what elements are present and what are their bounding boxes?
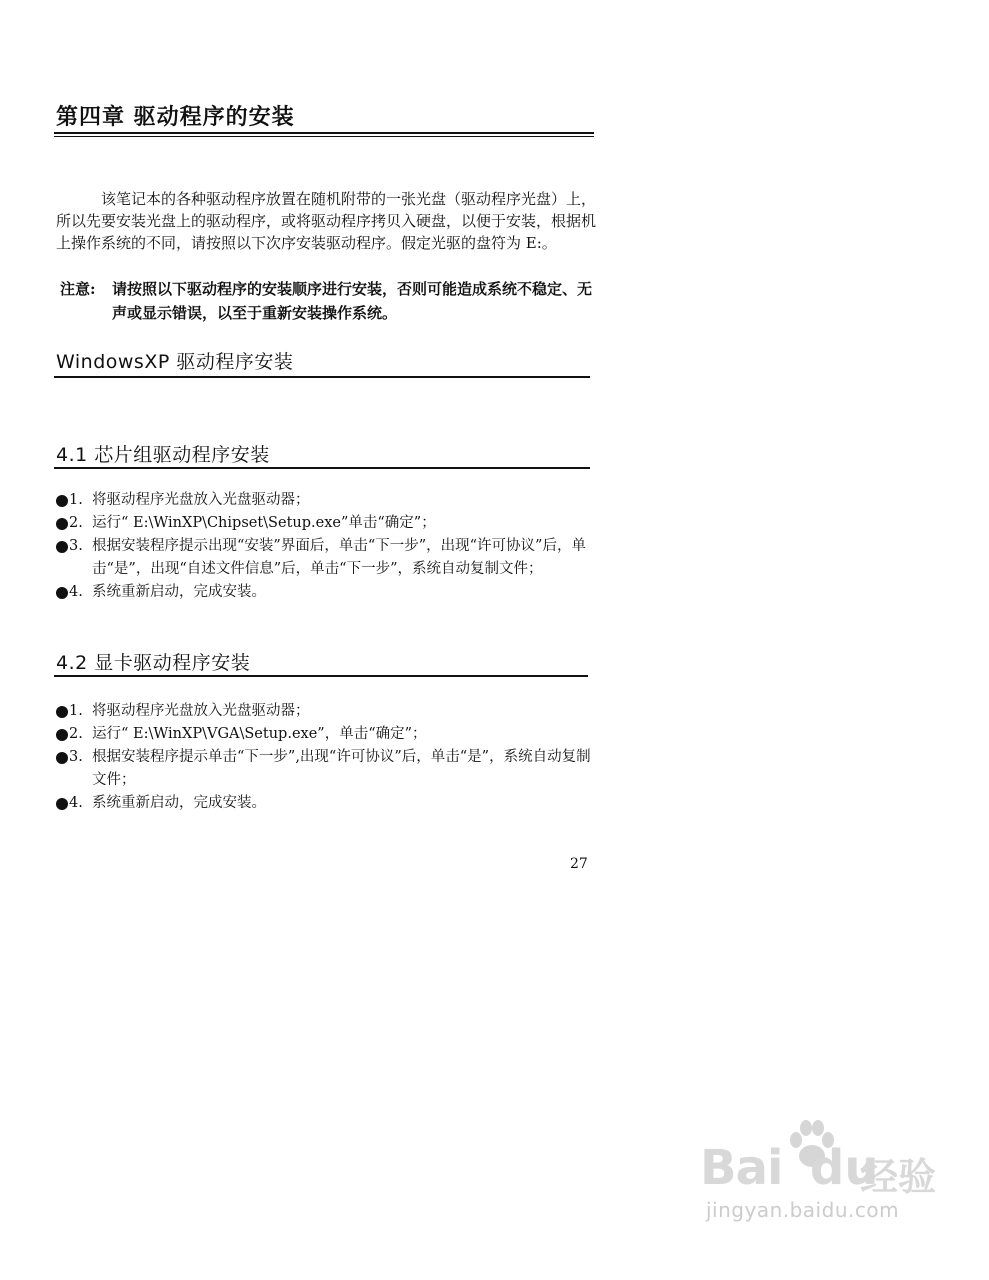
note-label: 注意: bbox=[60, 280, 96, 298]
section-42-steps bbox=[56, 700, 596, 815]
step-text: 运行“ E:\WinXP\Chipset\Setup.exe”单击“确定”； bbox=[92, 515, 436, 531]
section-41-title: 4.1 芯片组驱动程序安装 bbox=[56, 444, 270, 466]
step-text: 将驱动程序光盘放入光盘驱动器； bbox=[92, 703, 310, 719]
step-number: 4. bbox=[69, 795, 83, 811]
section-41-rule bbox=[54, 467, 590, 469]
step-number: 1. bbox=[69, 703, 83, 719]
step-number: 3. bbox=[69, 538, 83, 554]
watermark-du: du bbox=[810, 1140, 879, 1196]
list-item bbox=[56, 535, 596, 581]
list-item bbox=[56, 512, 596, 535]
step-number: 2. bbox=[69, 515, 83, 531]
step-text: 根据安装程序提示出现“安装”界面后，单击“下一步”，出现“许可协议”后，单击“是”，出现“自述文件信息”后，单击“下一步”，系统自动复制文件； bbox=[92, 538, 586, 577]
bullet-icon bbox=[56, 752, 68, 764]
step-number: 2. bbox=[69, 726, 83, 742]
note-text: 请按照以下驱动程序的安装顺序进行安装，否则可能造成系统不稳定、无声或显示错误，以至于重新安装操作系统。 bbox=[112, 280, 593, 322]
chapter-rule-thin bbox=[54, 136, 594, 137]
section-41-steps bbox=[56, 489, 596, 604]
step-text: 系统重新启动，完成安装。 bbox=[92, 584, 266, 600]
bullet-icon bbox=[56, 798, 68, 810]
chapter-rule-thick bbox=[54, 132, 594, 134]
step-number: 4. bbox=[69, 584, 83, 600]
section-xp-title: WindowsXP 驱动程序安装 bbox=[56, 351, 294, 373]
bullet-icon bbox=[56, 541, 68, 553]
list-item bbox=[56, 746, 596, 792]
list-item bbox=[56, 700, 596, 723]
step-number: 1. bbox=[69, 492, 83, 508]
step-text: 系统重新启动，完成安装。 bbox=[92, 795, 266, 811]
chapter-title: 第四章 驱动程序的安装 bbox=[56, 105, 295, 130]
bullet-icon bbox=[56, 587, 68, 599]
page-number: 27 bbox=[570, 856, 588, 872]
bullet-icon bbox=[56, 518, 68, 530]
list-item bbox=[56, 581, 596, 604]
list-item bbox=[56, 489, 596, 512]
baidu-jingyan-watermark bbox=[700, 1128, 960, 1222]
watermark-url: jingyan.baidu.com bbox=[706, 1198, 900, 1222]
step-number: 3. bbox=[69, 749, 83, 765]
bullet-icon bbox=[56, 495, 68, 507]
list-item bbox=[56, 792, 596, 815]
section-42-rule bbox=[54, 675, 588, 677]
section-xp-rule bbox=[54, 376, 590, 378]
intro-paragraph: 该笔记本的各种驱动程序放置在随机附带的一张光盘（驱动程序光盘）上，所以先要安装光盘上的驱动程序，或将驱动程序拷贝入硬盘，以便于安装，根据机上操作系统的不同，请按照以下次序安装驱动程序。假定光驱的盘符为 E:。 bbox=[56, 190, 597, 252]
section-42-title: 4.2 显卡驱动程序安装 bbox=[56, 652, 251, 674]
watermark-bai: Bai bbox=[700, 1140, 783, 1196]
watermark-jingyan: 经验 bbox=[860, 1155, 937, 1199]
list-item bbox=[56, 723, 596, 746]
step-text: 根据安装程序提示单击“下一步”,出现“许可协议”后，单击“是”，系统自动复制文件； bbox=[92, 749, 591, 788]
step-text: 将驱动程序光盘放入光盘驱动器； bbox=[92, 492, 310, 508]
note-block bbox=[60, 277, 600, 325]
bullet-icon bbox=[56, 729, 68, 741]
step-text: 运行“ E:\WinXP\VGA\Setup.exe”，单击“确定”； bbox=[92, 726, 427, 742]
bullet-icon bbox=[56, 706, 68, 718]
